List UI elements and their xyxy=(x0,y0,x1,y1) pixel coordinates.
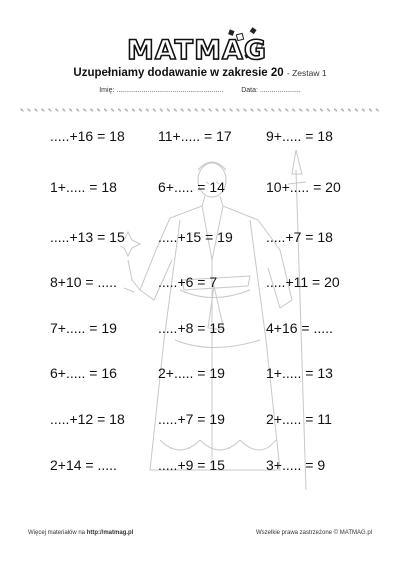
divider-pencil-icon: ✎ xyxy=(256,108,262,114)
divider-pencil-icon: ✎ xyxy=(47,108,53,114)
footer-prefix: Więcej materiałów na xyxy=(28,530,87,536)
divider-pencil-icon: ✎ xyxy=(75,108,80,114)
divider-pencil-icon: ✎ xyxy=(229,108,234,114)
divider-pencil-icon: ✎ xyxy=(180,108,185,114)
divider-pencil-icon: ✎ xyxy=(194,108,199,114)
divider-pencil-icon: ✎ xyxy=(208,108,213,114)
divider-pencil-icon: ✎ xyxy=(201,108,206,114)
exercise-equation[interactable]: .....+7 = 19 xyxy=(158,411,225,427)
exercise-row xyxy=(0,128,400,158)
divider-pencil-icon: ✎ xyxy=(333,108,338,114)
exercise-equation[interactable]: .....+13 = 15 xyxy=(50,229,125,245)
exercise-equation[interactable]: 3+..... = 9 xyxy=(266,457,326,473)
logo-graphic xyxy=(125,30,275,64)
divider-pencil-icon: ✎ xyxy=(326,108,331,114)
exercise-equation[interactable]: 10+..... = 20 xyxy=(266,179,341,195)
divider-pencil-icon: ✎ xyxy=(82,108,87,114)
divider-pencil-icon: ✎ xyxy=(68,108,73,114)
exercise-equation[interactable]: 11+..... = 17 xyxy=(158,128,232,144)
divider-pencil-icon: ✎ xyxy=(61,108,67,114)
exercise-equation[interactable]: .....+12 = 18 xyxy=(50,411,125,427)
exercise-equation[interactable]: 2+..... = 19 xyxy=(158,365,225,381)
divider-pencil-icon: ✎ xyxy=(215,108,220,114)
exercise-equation[interactable]: .....+11 = 20 xyxy=(266,274,340,290)
exercise-equation[interactable]: 6+..... = 14 xyxy=(158,179,225,195)
divider-pencil-icon: ✎ xyxy=(284,108,290,114)
divider-pencil-icon: ✎ xyxy=(368,108,373,114)
exercise-equation[interactable]: 1+..... = 18 xyxy=(50,179,117,195)
divider-pencil-icon: ✎ xyxy=(26,108,32,114)
exercise-equation[interactable]: .....+9 = 15 xyxy=(158,457,225,473)
divider-pencil-icon: ✎ xyxy=(354,108,359,114)
footer xyxy=(28,530,372,536)
exercise-equation[interactable]: .....+16 = 18 xyxy=(50,128,125,144)
divider-pencil-icon: ✎ xyxy=(270,108,276,114)
divider-pencil-icon: ✎ xyxy=(173,108,178,114)
divider-pencil-icon: ✎ xyxy=(249,108,255,114)
divider-pencil-icon: ✎ xyxy=(187,108,192,114)
divider-pencil-icon: ✎ xyxy=(33,108,39,114)
divider-pencil-icon: ✎ xyxy=(319,108,324,114)
divider-pencil-icon: ✎ xyxy=(243,108,248,114)
set-label: - Zestaw 1 xyxy=(286,68,327,78)
divider-pencil-icon: ✎ xyxy=(96,108,101,114)
divider-pencil-icon: ✎ xyxy=(305,108,310,114)
divider-pencil-icon: ✎ xyxy=(291,108,296,114)
divider-pencil-icon: ✎ xyxy=(263,108,269,114)
exercise-row xyxy=(0,320,400,350)
divider-pencil-icon: ✎ xyxy=(277,108,283,114)
exercise-equation[interactable]: .....+15 = 19 xyxy=(158,229,233,245)
exercise-equation[interactable]: 7+..... = 19 xyxy=(50,320,117,336)
exercise-row xyxy=(0,229,400,259)
footer-copyright: Wszelkie prawa zastrzeżone © MATMAG.pl xyxy=(255,530,372,536)
exercise-equation[interactable]: 2+14 = ..... xyxy=(50,457,117,473)
exercise-equation[interactable]: 9+..... = 18 xyxy=(266,128,333,144)
footer-link[interactable]: http://matmag.pl xyxy=(86,530,134,536)
exercise-equation[interactable]: .....+8 = 15 xyxy=(158,320,225,336)
divider-pencil-icon: ✎ xyxy=(110,108,115,114)
date-field: Data: ..................... xyxy=(241,87,301,94)
divider-pencil-icon: ✎ xyxy=(340,108,345,114)
divider-pencil-icon: ✎ xyxy=(131,108,136,114)
exercise-equation[interactable]: .....+7 = 18 xyxy=(266,229,333,245)
divider-pencil-icon: ✎ xyxy=(138,108,143,114)
exercise-equation[interactable]: 2+..... = 11 xyxy=(266,411,332,427)
divider-pencil-icon: ✎ xyxy=(236,108,241,114)
exercise-equation[interactable]: 8+10 = ..... xyxy=(50,274,117,290)
exercise-equation[interactable]: 4+16 = ..... xyxy=(266,320,333,336)
title-text: Uzupełniamy dodawanie w zakresie 20 xyxy=(73,67,284,79)
exercise-row xyxy=(0,411,400,441)
divider-pencil-icon: ✎ xyxy=(159,108,164,114)
divider-pencil-icon: ✎ xyxy=(166,108,171,114)
exercise-row xyxy=(0,179,400,209)
divider-pencil-icon: ✎ xyxy=(375,108,380,114)
logo-text: MATMAG xyxy=(127,35,268,66)
divider-pencil-icon: ✎ xyxy=(152,108,157,114)
exercise-row xyxy=(0,274,400,304)
divider-pencil-icon: ✎ xyxy=(347,108,352,114)
divider-pencil-icon: ✎ xyxy=(103,108,108,114)
divider-pencil-icon: ✎ xyxy=(40,108,46,114)
footer-left xyxy=(28,530,133,536)
exercise-row xyxy=(0,365,400,395)
worksheet-title xyxy=(0,67,400,79)
exercise-equation[interactable]: 6+..... = 16 xyxy=(50,365,117,381)
pencil-divider xyxy=(20,106,380,116)
divider-pencil-icon: ✎ xyxy=(361,108,366,114)
divider-pencil-icon: ✎ xyxy=(54,108,60,114)
name-field: Imię: ....................................................... xyxy=(99,87,224,94)
divider-pencil-icon: ✎ xyxy=(117,108,122,114)
divider-pencil-icon: ✎ xyxy=(124,108,129,114)
divider-pencil-icon: ✎ xyxy=(312,108,317,114)
divider-pencil-icon: ✎ xyxy=(222,108,227,114)
exercise-equation[interactable]: 1+..... = 13 xyxy=(266,365,333,381)
matmag-logo xyxy=(0,30,400,64)
divider-pencil-icon: ✎ xyxy=(145,108,150,114)
exercise-equation[interactable]: .....+6 = 7 xyxy=(158,274,218,290)
exercise-row xyxy=(0,457,400,487)
divider-pencil-icon: ✎ xyxy=(89,108,94,114)
divider-pencil-icon: ✎ xyxy=(20,108,25,114)
divider-pencil-icon: ✎ xyxy=(298,108,303,114)
name-date-fields xyxy=(0,87,400,94)
